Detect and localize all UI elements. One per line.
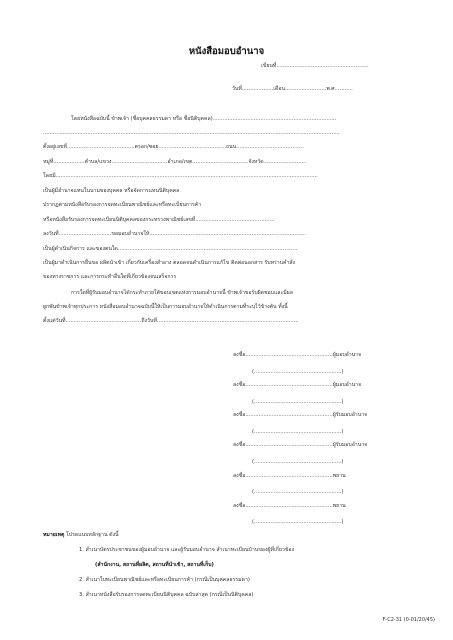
- form-code: F-C2-31 (0-01/20/45): [382, 617, 435, 623]
- written-at-line: เขียนที่........................................................: [261, 63, 369, 69]
- body-line-14: ผูกพันข้าพเจ้าทุกประการ หนังสือมอบอำนาจฉบับนี้ให้เป็นการมอบอำนาจให้ดำเนินการตามที่ระบุไว้ข้างต้น ทั้งนี้: [43, 304, 288, 310]
- body-line-5: โดยมี...............................................................................................................................................................: [43, 173, 318, 179]
- note-item-1: 1. สำเนาบัตรประชาชนของผู้มอบอำนาจ และผู้รับมอบอำนาจ สำเนาทะเบียนบ้านของผู้ที่เกี่ยวข้อง: [79, 547, 295, 553]
- note-item-3: 3. สำเนาหนังสือรับรองการจดทะเบียนนิติบุคคล ฉบับล่าสุด (กรณีเป็นนิติบุคคล): [79, 592, 254, 598]
- grantor-signature-2: ลงชื่อ.....................................................ผู้มอบอำนาจ: [233, 382, 362, 388]
- body-line-9: ลงวันที่................................ขอมอบอำนาจให้...............................................................................................: [43, 231, 306, 237]
- body-line-7: ปรากฏตามหนังสือรับรองการจดทะเบียนพาณิชย์และหรือทะเบียนการค้า: [43, 202, 202, 208]
- body-line-15: ตั้งแต่วันที่..............................................ถึงวันที่......................................................................................: [43, 318, 299, 324]
- body-line-3: ตั้งอยู่เลขที่.........................................ตรอก/ซอย.........................................ถนน.........................................: [43, 144, 304, 150]
- body-line-11: เป็นผู้มาดำเนินการยื่นขอ ผลิตนำเข้า เกี่ยวกับเครื่องสำอาง ตลอดจนดำเนินการแก้ไข ติดต่อนอกสาร รับทราบคำสั่ง: [43, 260, 296, 266]
- witness-name-1: (.....................................................): [252, 489, 344, 495]
- notes-heading: [43, 532, 119, 539]
- date-line: วันที่...................เดือน.........................พ.ศ...........: [232, 86, 353, 92]
- note-item-2: 2. สำเนาใบทะเบียนพาณิชย์และหรือทะเบียนการค้า (กรณีเป็นบุคคลธรรมดา): [79, 577, 250, 583]
- body-line-2: ....................................................................................................................................................................................: [43, 130, 340, 136]
- grantor-name-1: (.....................................................): [252, 369, 344, 375]
- grantor-signature-1: ลงชื่อ.....................................................ผู้มอบอำนาจ: [233, 352, 362, 358]
- grantee-signature-2: ลงชื่อ.....................................................ผู้รับมอบอำนาจ: [233, 442, 368, 448]
- note-item-1-cont: (สำนักงาน, สถานที่ผลิต, สถานที่นำเข้า, สถานที่เก็บ): [95, 562, 214, 568]
- grantee-signature-1: ลงชื่อ.....................................................ผู้รับมอบอำนาจ: [233, 412, 368, 418]
- witness-name-2: (.....................................................): [252, 519, 344, 525]
- grantor-name-2: (.....................................................): [252, 399, 344, 405]
- body-line-10: เป็นผู้ดำเนินกิจการ และของตนใด.............................................................................................................: [43, 246, 298, 252]
- body-line-1: โดยหนังสือฉบับนี้ ข้าพเจ้า (ชื่อบุคคลธรรมดา หรือ ชื่อนิติบุคคล)...........................................................................: [71, 116, 337, 122]
- body-line-4: หมู่ที่...................ตำบล/แขวง..................................อำเภอ/เขต..................................จังหวัด..........................: [43, 159, 307, 165]
- witness-signature-1: ลงชื่อ.....................................................พยาน: [233, 473, 346, 479]
- notes-intro: โปรดแนบหลักฐาน ดังนี้: [66, 532, 119, 538]
- grantee-name-2: (.....................................................): [252, 459, 344, 465]
- body-line-8: หรือหนังสือรับรองการจดทะเบียนนิติบุคคลของกระทรวงพาณิชย์เลขที่................................................: [43, 217, 275, 223]
- body-line-6: เป็นผู้มีอำนาจแทนในนามของบุคคล หรือจัดการแทนนิติบุคคล: [43, 188, 180, 194]
- body-line-12: ของทางราชการ และการกระทำอื่นใดที่เกี่ยวข้องจนเสร็จการ: [43, 274, 177, 280]
- witness-signature-2: ลงชื่อ.....................................................พยาน: [233, 503, 346, 509]
- body-line-13: การใดที่ผู้รับมอบอำนาจได้กระทำภายใต้ขอบเขตแห่งการมอบอำนาจนี้ ข้าพเจ้าขอรับผิดชอบและมีผล: [71, 290, 293, 296]
- document-title: หนังสือมอบอำนาจ: [188, 46, 265, 57]
- notes-label: หมายเหตุ: [43, 532, 65, 538]
- grantee-name-1: (.....................................................): [252, 429, 344, 435]
